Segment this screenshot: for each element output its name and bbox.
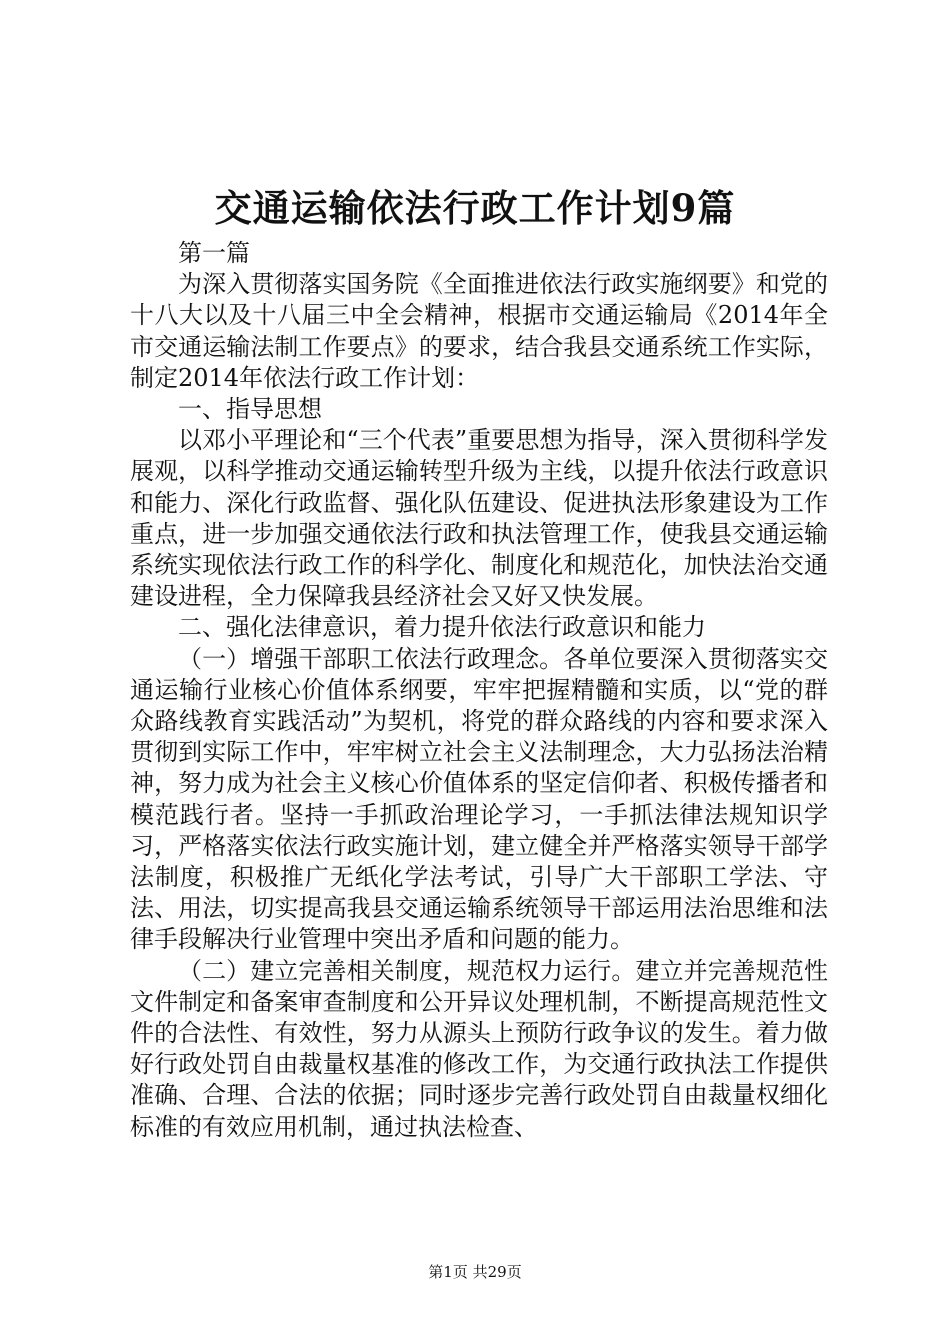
section-heading: 一、指导思想 xyxy=(178,395,322,424)
document-title: 交通运输依法行政工作计划9篇 xyxy=(214,186,736,230)
body-paragraph: 为深入贯彻落实国务院《全面推进依法行政实施纲要》和党的十八大以及十八届三中全会精神，根据市交通运输局《2014年全市交通运输法制工作要点》的要求，结合我县交通系统工作实际，制定2014年依法行政工作计划： xyxy=(130,270,828,392)
body-paragraph: （一）增强干部职工依法行政理念。各单位要深入贯彻落实交通运输行业核心价值体系纲要，牢牢把握精髓和实质，以“党的群众路线教育实践活动”为契机，将党的群众路线的内容和要求深入贯彻到实际工作中，牢牢树立社会主义法制理念，大力弘扬法治精神，努力成为社会主义核心价值体系的坚定信仰者、积极传播者和模范践行者。坚持一手抓政治理论学习，一手抓法律法规知识学习，严格落实依法行政实施计划，建立健全并严格落实领导干部学法制度，积极推广无纸化学法考试，引导广大干部职工学法、守法、用法，切实提高我县交通运输系统领导干部运用法治思维和法律手段解决行业管理中突出矛盾和问题的能力。 xyxy=(130,644,828,954)
document-body xyxy=(130,238,828,1143)
section-label: 第一篇 xyxy=(178,239,250,267)
body-paragraph: （二）建立完善相关制度，规范权力运行。建立并完善规范性文件制定和备案审查制度和公开异议处理机制，不断提高规范性文件的合法性、有效性，努力从源头上预防行政争议的发生。着力做好行政处罚自由裁量权基准的修改工作，为交通行政执法工作提供准确、合理、合法的依据；同时逐步完善行政处罚自由裁量权细化标准的有效应用机制，通过执法检查、 xyxy=(130,956,828,1141)
section-heading: 二、强化法律意识，着力提升依法行政意识和能力 xyxy=(178,613,706,642)
page-footer: 第1页 共29页 xyxy=(428,1263,522,1281)
body-paragraph: 以邓小平理论和“三个代表”重要思想为指导，深入贯彻科学发展观，以科学推动交通运输转型升级为主线，以提升依法行政意识和能力、深化行政监督、强化队伍建设、促进执法形象建设为工作重点，进一步加强交通依法行政和执法管理工作，使我县交通运输系统实现依法行政工作的科学化、制度化和规范化，加快法治交通建设进程，全力保障我县经济社会又好又快发展。 xyxy=(130,426,828,611)
